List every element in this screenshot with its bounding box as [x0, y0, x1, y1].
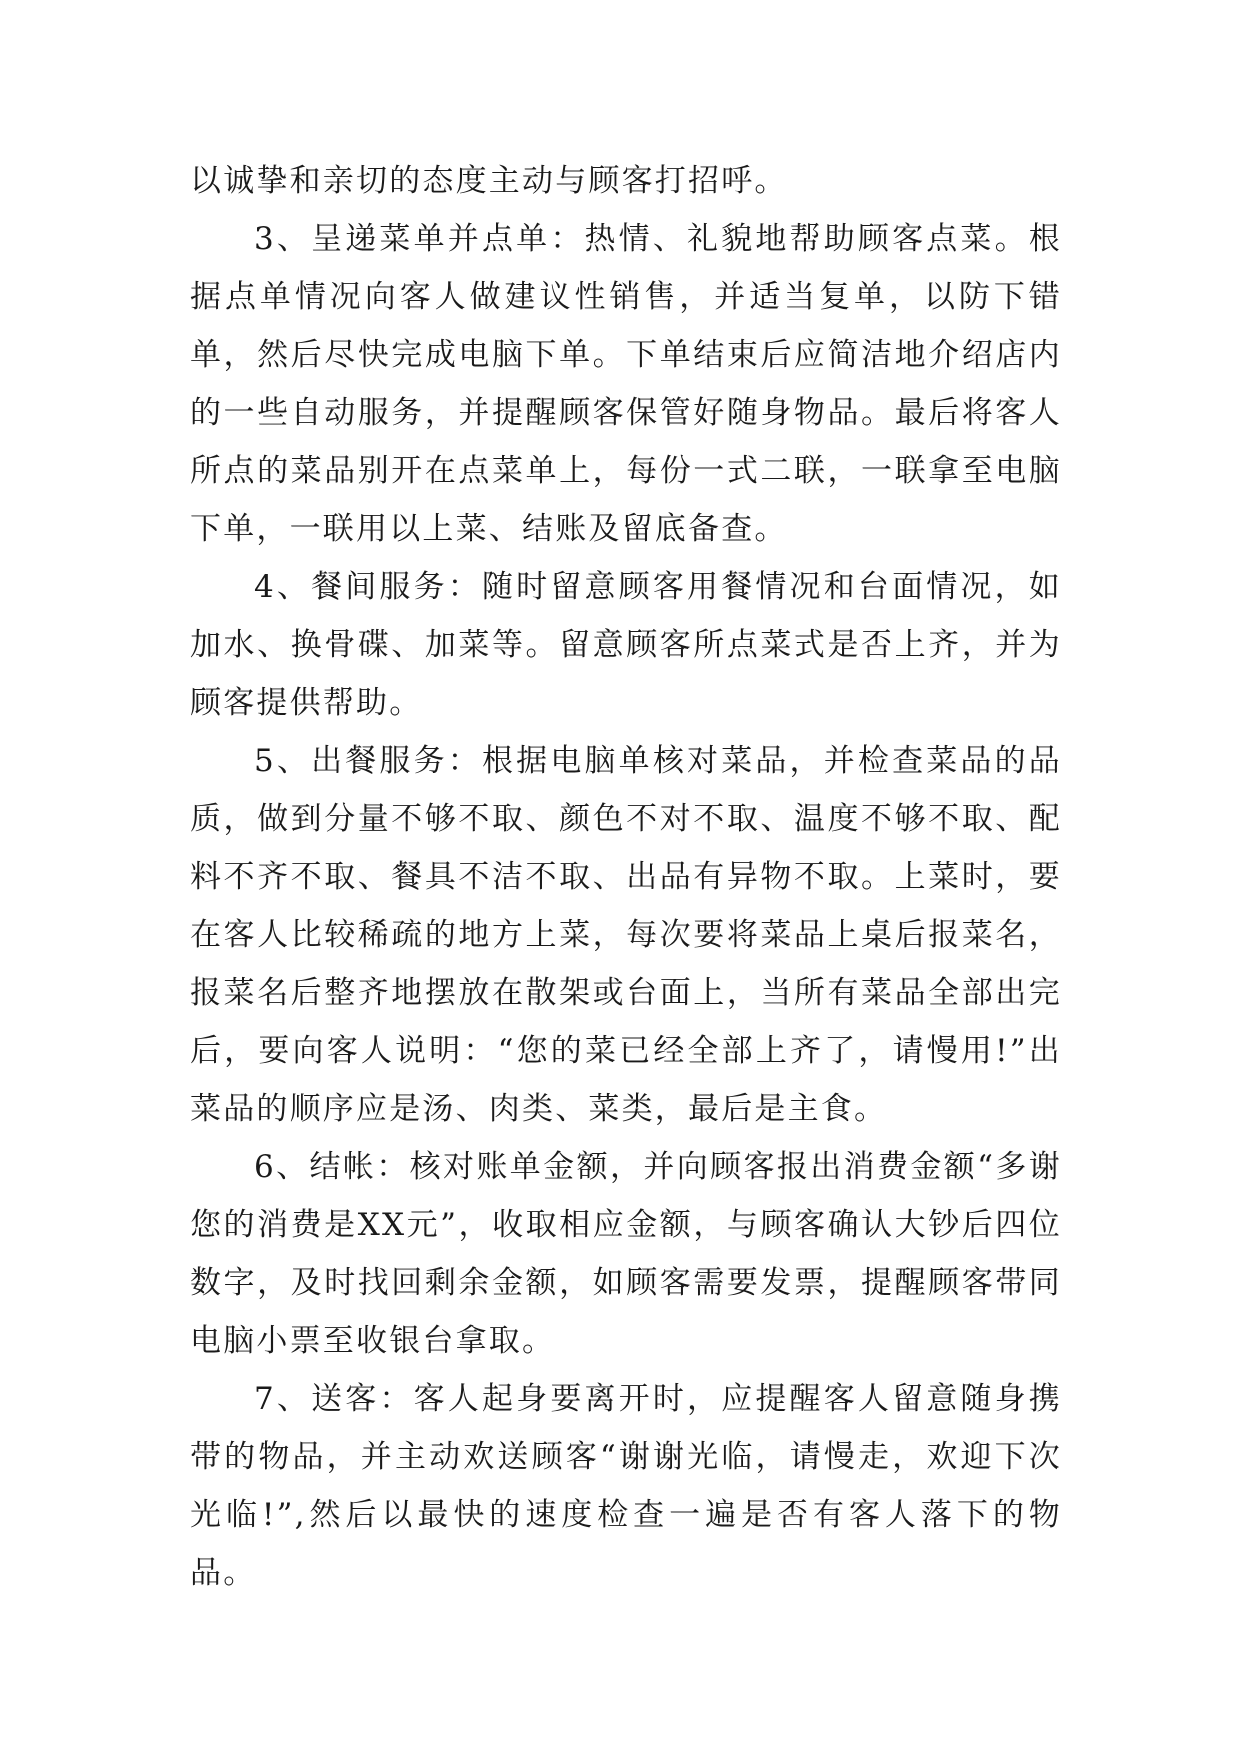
document-body: [190, 152, 1062, 1602]
paragraph-greeting-continuation: 以诚挚和亲切的态度主动与顾客打招呼。: [190, 163, 788, 199]
paragraph-step-7-farewell: 7、送客：客人起身要离开时，应提醒客人留意随身携带的物品，并主动欢送顾客“谢谢光临，请慢走，欢迎下次光临!”,然后以最快的速度检查一遍是否有客人落下的物品。: [190, 1381, 1062, 1591]
paragraph-step-4-table-service: 4、餐间服务：随时留意顾客用餐情况和台面情况，如加水、换骨碟、加菜等。留意顾客所点菜式是否上齐，并为顾客提供帮助。: [190, 569, 1062, 721]
paragraph-step-6-checkout: 6、结帐：核对账单金额，并向顾客报出消费金额“多谢您的消费是XX元”，收取相应金额，与顾客确认大钞后四位数字，及时找回剩余金额，如顾客需要发票，提醒顾客带同电脑小票至收银台拿取。: [190, 1149, 1062, 1359]
paragraph-step-5-serving-dishes: 5、出餐服务：根据电脑单核对菜品，并检查菜品的品质，做到分量不够不取、颜色不对不取、温度不够不取、配料不齐不取、餐具不洁不取、出品有异物不取。上菜时，要在客人比较稀疏的地方上菜，每次要将菜品上桌后报菜名，报菜名后整齐地摆放在散架或台面上，当所有菜品全部出完后，要向客人说明：“您的菜已经全部上齐了，请慢用!”出菜品的顺序应是汤、肉类、菜类，最后是主食。: [190, 743, 1062, 1127]
paragraph-step-3-menu-ordering: 3、呈递菜单并点单：热情、礼貌地帮助顾客点菜。根据点单情况向客人做建议性销售，并适当复单，以防下错单，然后尽快完成电脑下单。下单结束后应简洁地介绍店内的一些自动服务，并提醒顾客保管好随身物品。最后将客人所点的菜品别开在点菜单上，每份一式二联，一联拿至电脑下单，一联用以上菜、结账及留底备查。: [190, 221, 1062, 547]
